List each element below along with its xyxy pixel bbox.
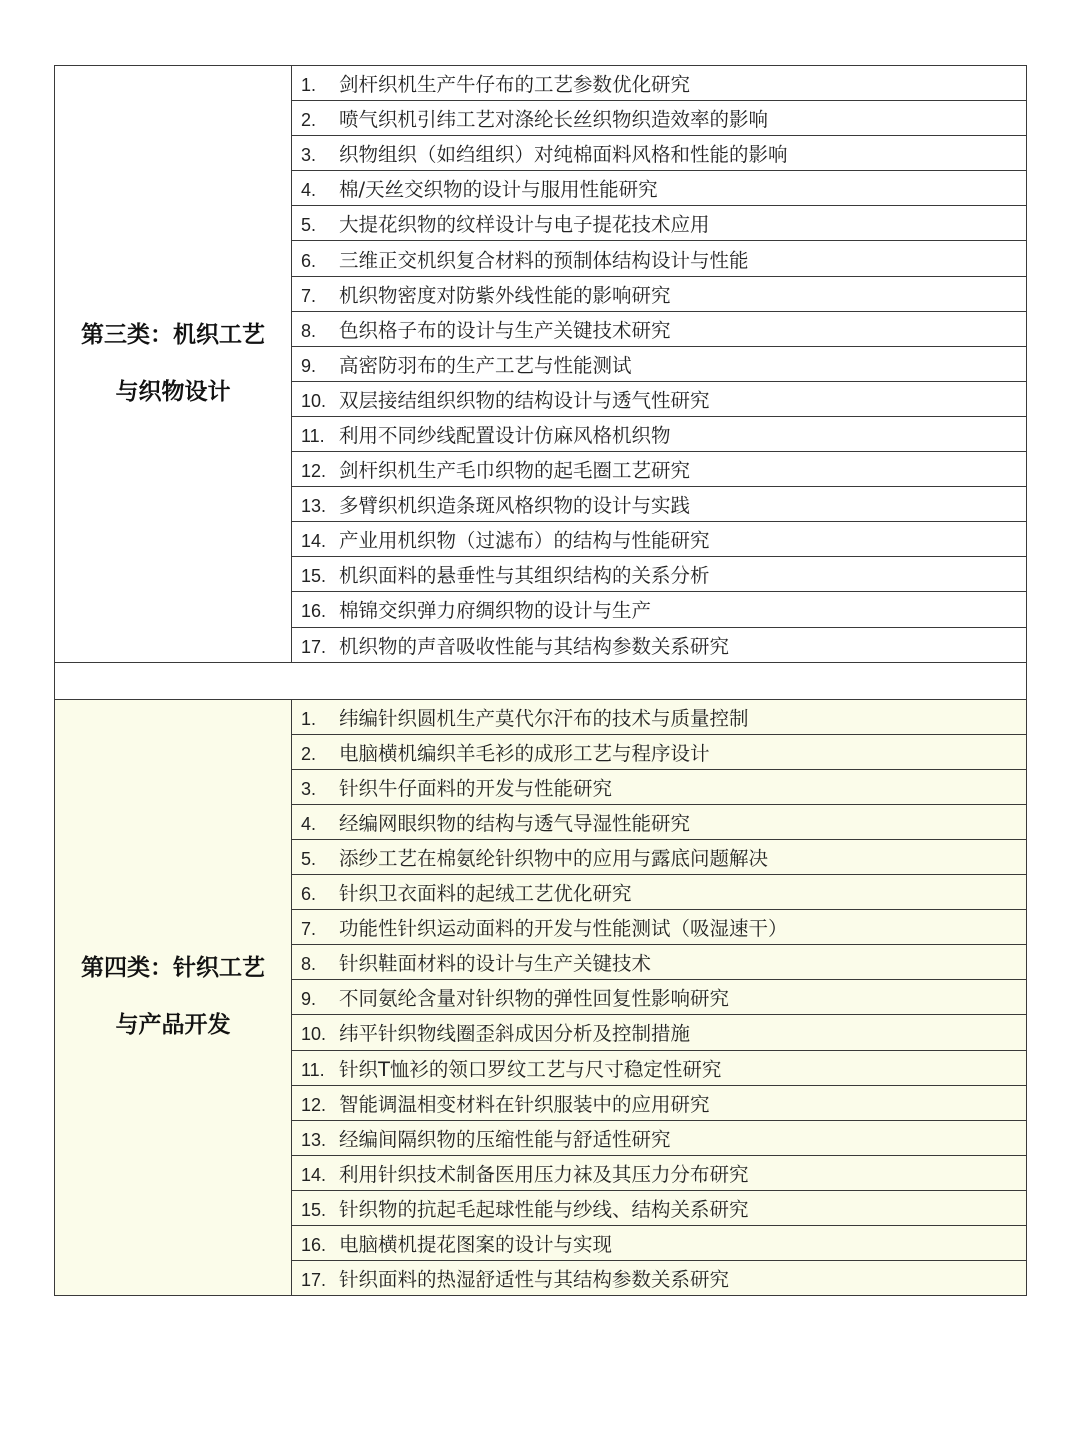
category-label: 第四类：针织工艺与产品开发 — [81, 955, 265, 1039]
topic-cell — [292, 66, 1027, 101]
topic-title: 针织卫衣面料的起绒工艺优化研究 — [339, 882, 632, 906]
topic-cell — [292, 1261, 1027, 1296]
topic-cell — [292, 171, 1027, 206]
topic-number: 6. — [301, 250, 317, 271]
topic-cell — [292, 311, 1027, 346]
topic-cell — [292, 346, 1027, 381]
topic-cell — [292, 487, 1027, 522]
topic-cell — [292, 522, 1027, 557]
topic-cell — [292, 699, 1027, 734]
topic-number: 7. — [301, 919, 317, 940]
topic-cell — [292, 945, 1027, 980]
topic-number: 13. — [301, 496, 327, 517]
section-knitting — [55, 699, 1027, 1296]
topic-title: 高密防羽布的生产工艺与性能测试 — [339, 353, 632, 377]
section-weaving — [55, 66, 1027, 663]
topic-title: 棉/天丝交织物的设计与服用性能研究 — [339, 178, 658, 202]
topic-number: 14. — [301, 531, 327, 552]
topic-title: 织物组织（如绉组织）对纯棉面料风格和性能的影响 — [339, 143, 788, 167]
topic-cell — [292, 910, 1027, 945]
topic-number: 6. — [301, 884, 317, 905]
topic-cell — [292, 241, 1027, 276]
topic-cell — [292, 416, 1027, 451]
topic-title: 针织牛仔面料的开发与性能研究 — [339, 776, 613, 800]
category-cell — [55, 66, 292, 663]
topic-number: 10. — [301, 1024, 327, 1045]
topic-cell — [292, 557, 1027, 592]
topic-number: 8. — [301, 954, 317, 975]
topic-cell — [292, 1015, 1027, 1050]
topic-title: 剑杆织机生产毛巾织物的起毛圈工艺研究 — [339, 459, 691, 483]
topic-number: 4. — [301, 813, 317, 834]
topic-title: 添纱工艺在棉氨纶针织物中的应用与露底问题解决 — [339, 847, 769, 871]
topic-number: 10. — [301, 390, 327, 411]
topic-title: 电脑横机提花图案的设计与实现 — [339, 1233, 613, 1257]
topic-cell — [292, 1155, 1027, 1190]
topic-cell — [292, 592, 1027, 627]
table-row — [55, 699, 1027, 734]
topic-title: 功能性针织运动面料的开发与性能测试（吸湿速干） — [339, 917, 788, 941]
topic-number: 12. — [301, 1094, 327, 1115]
topic-cell — [292, 136, 1027, 171]
topic-title: 双层接结组织织物的结构设计与透气性研究 — [339, 388, 710, 412]
topic-number: 11. — [301, 1059, 325, 1080]
topic-title: 电脑横机编织羊毛衫的成形工艺与程序设计 — [339, 741, 710, 765]
topic-title: 多臂织机织造条斑风格织物的设计与实践 — [339, 494, 691, 518]
category-label: 第三类：机织工艺与织物设计 — [81, 321, 265, 405]
topic-number: 13. — [301, 1129, 327, 1150]
topic-cell — [292, 627, 1027, 662]
topic-title: 大提花织物的纹样设计与电子提花技术应用 — [339, 213, 710, 237]
topic-number: 15. — [301, 566, 327, 587]
topic-number: 15. — [301, 1199, 327, 1220]
topic-number: 5. — [301, 849, 317, 870]
topic-cell — [292, 875, 1027, 910]
topic-title: 剑杆织机生产牛仔布的工艺参数优化研究 — [339, 73, 691, 97]
topic-cell — [292, 839, 1027, 874]
topic-cell — [292, 206, 1027, 241]
topic-cell — [292, 804, 1027, 839]
topic-title: 棉锦交织弹力府绸织物的设计与生产 — [339, 599, 652, 623]
topic-number: 16. — [301, 1235, 327, 1256]
topic-cell — [292, 1226, 1027, 1261]
section-spacer — [55, 662, 1027, 699]
topic-cell — [292, 1190, 1027, 1225]
topic-cell — [292, 1085, 1027, 1120]
topic-title: 三维正交机织复合材料的预制体结构设计与性能 — [339, 248, 749, 272]
topic-title: 经编网眼织物的结构与透气导湿性能研究 — [339, 811, 691, 835]
topic-cell — [292, 381, 1027, 416]
topic-number: 3. — [301, 778, 317, 799]
topic-title: 智能调温相变材料在针织服装中的应用研究 — [339, 1092, 710, 1116]
topic-number: 8. — [301, 320, 317, 341]
topics-table — [54, 65, 1027, 1296]
topic-title: 机织面料的悬垂性与其组织结构的关系分析 — [339, 564, 710, 588]
topic-cell — [292, 980, 1027, 1015]
topic-number: 12. — [301, 461, 327, 482]
topic-title: 针织面料的热湿舒适性与其结构参数关系研究 — [339, 1268, 730, 1292]
topic-title: 不同氨纶含量对针织物的弹性回复性影响研究 — [339, 987, 730, 1011]
category-cell — [55, 699, 292, 1296]
topic-title: 色织格子布的设计与生产关键技术研究 — [339, 318, 671, 342]
topic-title: 利用不同纱线配置设计仿麻风格机织物 — [339, 423, 671, 447]
spacer-row — [55, 662, 1027, 699]
topic-title: 经编间隔织物的压缩性能与舒适性研究 — [339, 1127, 671, 1151]
topic-number: 17. — [301, 636, 327, 657]
topic-cell — [292, 734, 1027, 769]
topic-number: 5. — [301, 215, 317, 236]
topic-title: 纬平针织物线圈歪斜成因分析及控制措施 — [339, 1022, 691, 1046]
topic-number: 4. — [301, 180, 317, 201]
spacer-cell — [55, 662, 1027, 699]
topic-cell — [292, 1120, 1027, 1155]
topic-cell — [292, 101, 1027, 136]
topic-title: 利用针织技术制备医用压力袜及其压力分布研究 — [339, 1162, 749, 1186]
table-row — [55, 66, 1027, 101]
topic-title: 喷气织机引纬工艺对涤纶长丝织物织造效率的影响 — [339, 108, 769, 132]
topic-title: 机织物的声音吸收性能与其结构参数关系研究 — [339, 634, 730, 658]
topic-number: 3. — [301, 145, 317, 166]
topic-title: 产业用机织物（过滤布）的结构与性能研究 — [339, 529, 710, 553]
topic-number: 7. — [301, 285, 317, 306]
topic-cell — [292, 452, 1027, 487]
topic-number: 1. — [301, 75, 317, 96]
topic-number: 11. — [301, 425, 325, 446]
topic-number: 17. — [301, 1270, 327, 1291]
topic-cell — [292, 1050, 1027, 1085]
topic-number: 9. — [301, 989, 317, 1010]
topic-title: 针织鞋面材料的设计与生产关键技术 — [339, 952, 652, 976]
topic-cell — [292, 769, 1027, 804]
topic-number: 2. — [301, 743, 317, 764]
topic-title: 针织物的抗起毛起球性能与纱线、结构关系研究 — [339, 1197, 749, 1221]
topic-number: 16. — [301, 601, 327, 622]
topic-number: 14. — [301, 1164, 327, 1185]
topic-title: 纬编针织圆机生产莫代尔汗布的技术与质量控制 — [339, 706, 749, 730]
topic-cell — [292, 276, 1027, 311]
topic-title: 针织T恤衫的领口罗纹工艺与尺寸稳定性研究 — [339, 1057, 722, 1081]
topic-number: 9. — [301, 355, 317, 376]
topic-number: 2. — [301, 110, 317, 131]
topic-title: 机织物密度对防紫外线性能的影响研究 — [339, 283, 671, 307]
topic-number: 1. — [301, 708, 317, 729]
